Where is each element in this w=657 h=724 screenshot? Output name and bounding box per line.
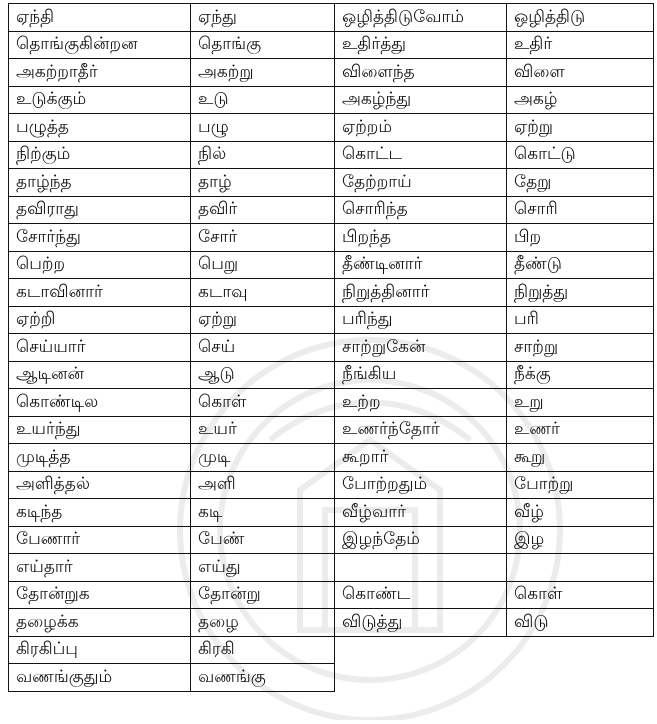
root-word-cell: வணங்கு	[191, 664, 335, 692]
word-cell: கொட்ட	[335, 141, 507, 169]
word-cell: அகற்றாதீர்	[9, 59, 191, 87]
word-cell: அளித்தல்	[9, 471, 191, 499]
table-row	[9, 416, 654, 444]
root-word-cell: கொள்	[191, 389, 335, 417]
root-word-cell: சாற்று	[507, 334, 654, 362]
word-cell: நீங்கிய	[335, 361, 507, 389]
word-cell: வீழ்வார்	[335, 499, 507, 527]
root-word-cell: சொரி	[507, 196, 654, 224]
word-cell: தீண்டினார்	[335, 251, 507, 279]
table-row	[9, 31, 654, 59]
root-word-cell: அகற்று	[191, 59, 335, 87]
word-cell: எய்தார்	[9, 554, 191, 582]
word-cell: தாழ்ந்த	[9, 169, 191, 197]
root-word-cell: முடி	[191, 444, 335, 472]
root-word-cell: பிற	[507, 224, 654, 252]
word-cell: உடுக்கும்	[9, 86, 191, 114]
word-table-sheet	[8, 3, 653, 692]
table-empty-area	[335, 664, 507, 692]
word-table	[8, 3, 654, 692]
table-row	[9, 306, 654, 334]
root-word-cell: பேண்	[191, 526, 335, 554]
root-word-cell: தோன்று	[191, 581, 335, 609]
word-cell: விடுத்து	[335, 609, 507, 637]
word-cell: வணங்குதும்	[9, 664, 191, 692]
word-cell: தவிராது	[9, 196, 191, 224]
word-cell: நிற்கும்	[9, 141, 191, 169]
table-empty-area	[507, 636, 654, 664]
word-cell: கொண்ட	[335, 581, 507, 609]
word-cell: ஏற்றம்	[335, 114, 507, 142]
root-word-cell: செய்	[191, 334, 335, 362]
root-word-cell: கிரகி	[191, 636, 335, 664]
word-cell: பரிந்து	[335, 306, 507, 334]
table-row	[9, 499, 654, 527]
root-word-cell: விடு	[507, 609, 654, 637]
word-cell: போற்றதும்	[335, 471, 507, 499]
root-word-cell: பரி	[507, 306, 654, 334]
root-word-cell: ஒழித்திடு	[507, 4, 654, 32]
table-row	[9, 471, 654, 499]
word-cell: உணர்ந்தோர்	[335, 416, 507, 444]
word-cell: செய்யார்	[9, 334, 191, 362]
root-word-cell: வீழ்	[507, 499, 654, 527]
root-word-cell: உயர்	[191, 416, 335, 444]
root-word-cell: கடாவு	[191, 279, 335, 307]
root-word-cell: இழ	[507, 526, 654, 554]
word-cell: உயர்ந்து	[9, 416, 191, 444]
root-word-cell: தேறு	[507, 169, 654, 197]
root-word-cell: சோர்	[191, 224, 335, 252]
table-row	[9, 334, 654, 362]
table-row	[9, 636, 654, 664]
word-table-body	[9, 4, 654, 692]
root-word-cell: ஏற்று	[191, 306, 335, 334]
word-cell: பேணார்	[9, 526, 191, 554]
table-row	[9, 251, 654, 279]
root-word-cell: தழை	[191, 609, 335, 637]
table-row	[9, 526, 654, 554]
word-cell: நிறுத்தினார்	[335, 279, 507, 307]
root-word-cell: நீக்கு	[507, 361, 654, 389]
root-word-cell: கடி	[191, 499, 335, 527]
word-cell	[335, 554, 507, 582]
table-row	[9, 141, 654, 169]
word-cell: தழைக்க	[9, 609, 191, 637]
root-word-cell	[507, 554, 654, 582]
table-row	[9, 169, 654, 197]
root-word-cell: கூறு	[507, 444, 654, 472]
table-row	[9, 196, 654, 224]
word-cell: ஏந்தி	[9, 4, 191, 32]
word-cell: பெற்ற	[9, 251, 191, 279]
table-row	[9, 389, 654, 417]
table-row	[9, 59, 654, 87]
word-cell: கிரகிப்பு	[9, 636, 191, 664]
root-word-cell: அகழ்	[507, 86, 654, 114]
table-row	[9, 609, 654, 637]
word-cell: விளைந்த	[335, 59, 507, 87]
word-cell: பழுத்த	[9, 114, 191, 142]
root-word-cell: உறு	[507, 389, 654, 417]
root-word-cell: கொள்	[507, 581, 654, 609]
word-cell: தொங்குகின்றன	[9, 31, 191, 59]
word-cell: ஆடினன்	[9, 361, 191, 389]
root-word-cell: ஏற்று	[507, 114, 654, 142]
root-word-cell: உடு	[191, 86, 335, 114]
word-cell: கூறார்	[335, 444, 507, 472]
root-word-cell: தொங்கு	[191, 31, 335, 59]
table-row	[9, 554, 654, 582]
root-word-cell: தவிர்	[191, 196, 335, 224]
word-cell: உதிர்த்து	[335, 31, 507, 59]
table-row	[9, 361, 654, 389]
word-cell: சாற்றுகேன்	[335, 334, 507, 362]
word-cell: கடாவினார்	[9, 279, 191, 307]
table-row	[9, 4, 654, 32]
word-cell: தோன்றுக	[9, 581, 191, 609]
word-cell: உற்ற	[335, 389, 507, 417]
root-word-cell: நில்	[191, 141, 335, 169]
word-cell: முடித்த	[9, 444, 191, 472]
word-cell: கடிந்த	[9, 499, 191, 527]
table-empty-area	[335, 636, 507, 664]
table-row	[9, 224, 654, 252]
table-row	[9, 581, 654, 609]
word-cell: ஏற்றி	[9, 306, 191, 334]
word-cell: பிறந்த	[335, 224, 507, 252]
root-word-cell: விளை	[507, 59, 654, 87]
word-cell: கொண்டில	[9, 389, 191, 417]
root-word-cell: உணர்	[507, 416, 654, 444]
root-word-cell: ஏந்து	[191, 4, 335, 32]
word-cell: சொரிந்த	[335, 196, 507, 224]
table-row	[9, 114, 654, 142]
word-cell: சோர்ந்து	[9, 224, 191, 252]
root-word-cell: அளி	[191, 471, 335, 499]
word-cell: தேற்றாய்	[335, 169, 507, 197]
table-row	[9, 86, 654, 114]
word-cell: ஒழித்திடுவோம்	[335, 4, 507, 32]
root-word-cell: நிறுத்து	[507, 279, 654, 307]
table-row	[9, 444, 654, 472]
table-row	[9, 664, 654, 692]
root-word-cell: பழு	[191, 114, 335, 142]
word-cell: அகழ்ந்து	[335, 86, 507, 114]
root-word-cell: தீண்டு	[507, 251, 654, 279]
root-word-cell: பெறு	[191, 251, 335, 279]
root-word-cell: ஆடு	[191, 361, 335, 389]
table-empty-area	[507, 664, 654, 692]
table-row	[9, 279, 654, 307]
root-word-cell: உதிர்	[507, 31, 654, 59]
root-word-cell: கொட்டு	[507, 141, 654, 169]
root-word-cell: போற்று	[507, 471, 654, 499]
root-word-cell: தாழ்	[191, 169, 335, 197]
root-word-cell: எய்து	[191, 554, 335, 582]
word-cell: இழந்தேம்	[335, 526, 507, 554]
